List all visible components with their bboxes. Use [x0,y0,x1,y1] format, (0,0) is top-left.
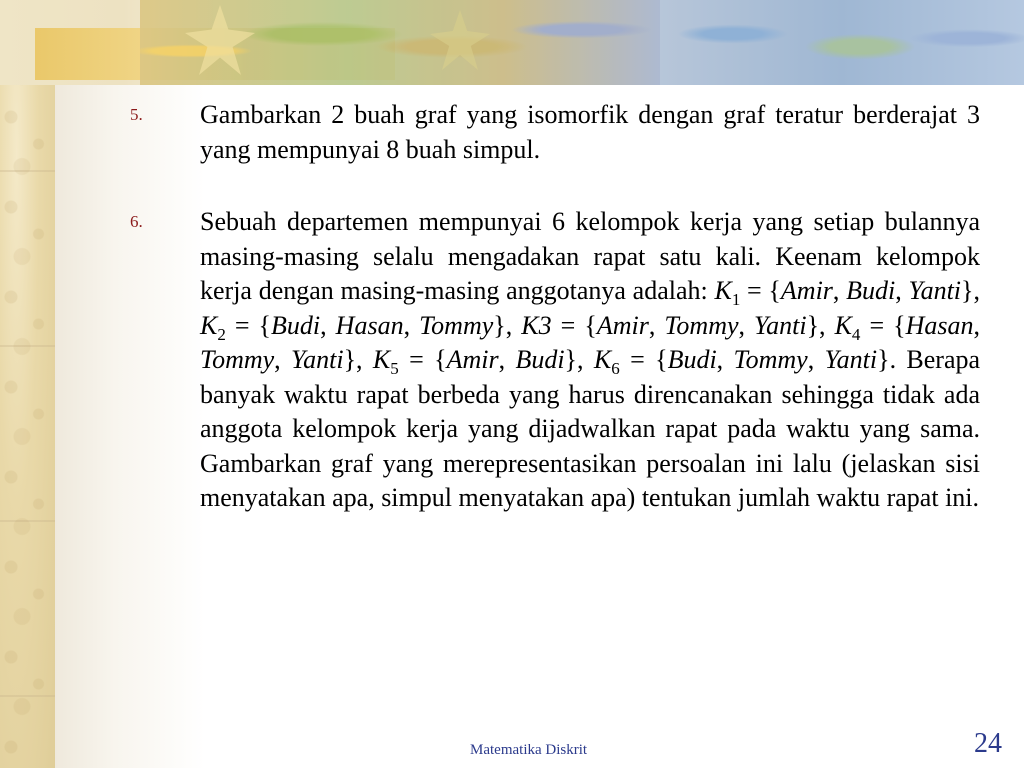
group-member: Hasan [335,310,404,340]
item-text [200,205,980,516]
group-definition: $K_6$ = {Budi, Tommy, Yanti}. [593,345,907,379]
group-name: K [372,345,391,374]
group-name: K [200,310,218,340]
group-member: Budi [515,345,565,374]
group-member: Yanti [291,345,344,374]
decorative-top-banner [0,0,1024,85]
group-subscript: 6 [611,359,620,379]
group-definition: $K_2$ = {Budi, Hasan, Tommy}, [200,310,522,344]
group-name: K3 [521,310,552,340]
exercise-item [130,98,980,167]
decorative-left-strip [0,0,55,768]
group-member: Budi [667,345,717,374]
item-outro: Berapa banyak waktu rapat berbeda yang harus direncanakan sehingga tidak ada anggota kelompok kerja yang dijadwalkan rapat pada waktu yang sama. Gambarkan graf yang merepresentasikan persoalan ini lalu (jelaskan sisi menyatakan apa, simpul menyatakan apa) tentukan jumlah waktu rapat ini. [200,345,981,512]
group-definition: $K_5$ = {Amir, Budi}, [372,345,594,379]
group-member: Yanti [824,345,878,374]
banner-blue-image [660,0,1024,85]
footer-title: Matematika Diskrit [470,742,588,758]
group-subscript: 2 [217,324,226,344]
group-member: Hasan [905,310,974,340]
group-definition: $K_1$ = {Amir, Budi, Yanti}, [714,276,981,310]
group-name: K [714,276,732,305]
group-member: Yanti [908,276,962,305]
group-member: Tommy [419,310,494,340]
group-name: K [593,345,612,374]
group-member: Tommy [733,345,808,374]
exercise-item [130,205,980,516]
group-name: K [834,310,852,340]
group-subscript: 5 [390,359,399,379]
group-member: Amir [596,310,649,340]
group-member: Tommy [200,345,275,374]
group-member: Amir [780,276,833,305]
group-definition: K3 = {Amir, Tommy, Yanti}, [521,310,835,340]
group-member: Amir [446,345,499,374]
item-intro: Sebuah departemen mempunyai 6 kelompok kerja yang setiap bulannya masing-masing selalu mengadakan rapat satu kali. Keenam kelompok kerja dengan masing-masing anggotanya adalah: [200,207,980,305]
group-member: Budi [271,310,321,340]
item-text: Gambarkan 2 buah graf yang isomorfik dengan graf teratur berderajat 3 yang mempunyai 8 buah simpul. [200,100,980,164]
group-member: Budi [846,276,896,305]
group-subscript: 4 [851,324,861,344]
slide-content [130,98,980,554]
page-number: 24 [974,728,1002,759]
item-number: 5. [130,105,143,124]
group-definition: $K_4$ = {Hasan, Tommy, Yanti}, [200,310,981,374]
group-subscript: 1 [731,290,741,310]
group-member: Yanti [754,310,807,340]
group-member: Tommy [664,310,739,340]
item-number: 6. [130,212,143,231]
